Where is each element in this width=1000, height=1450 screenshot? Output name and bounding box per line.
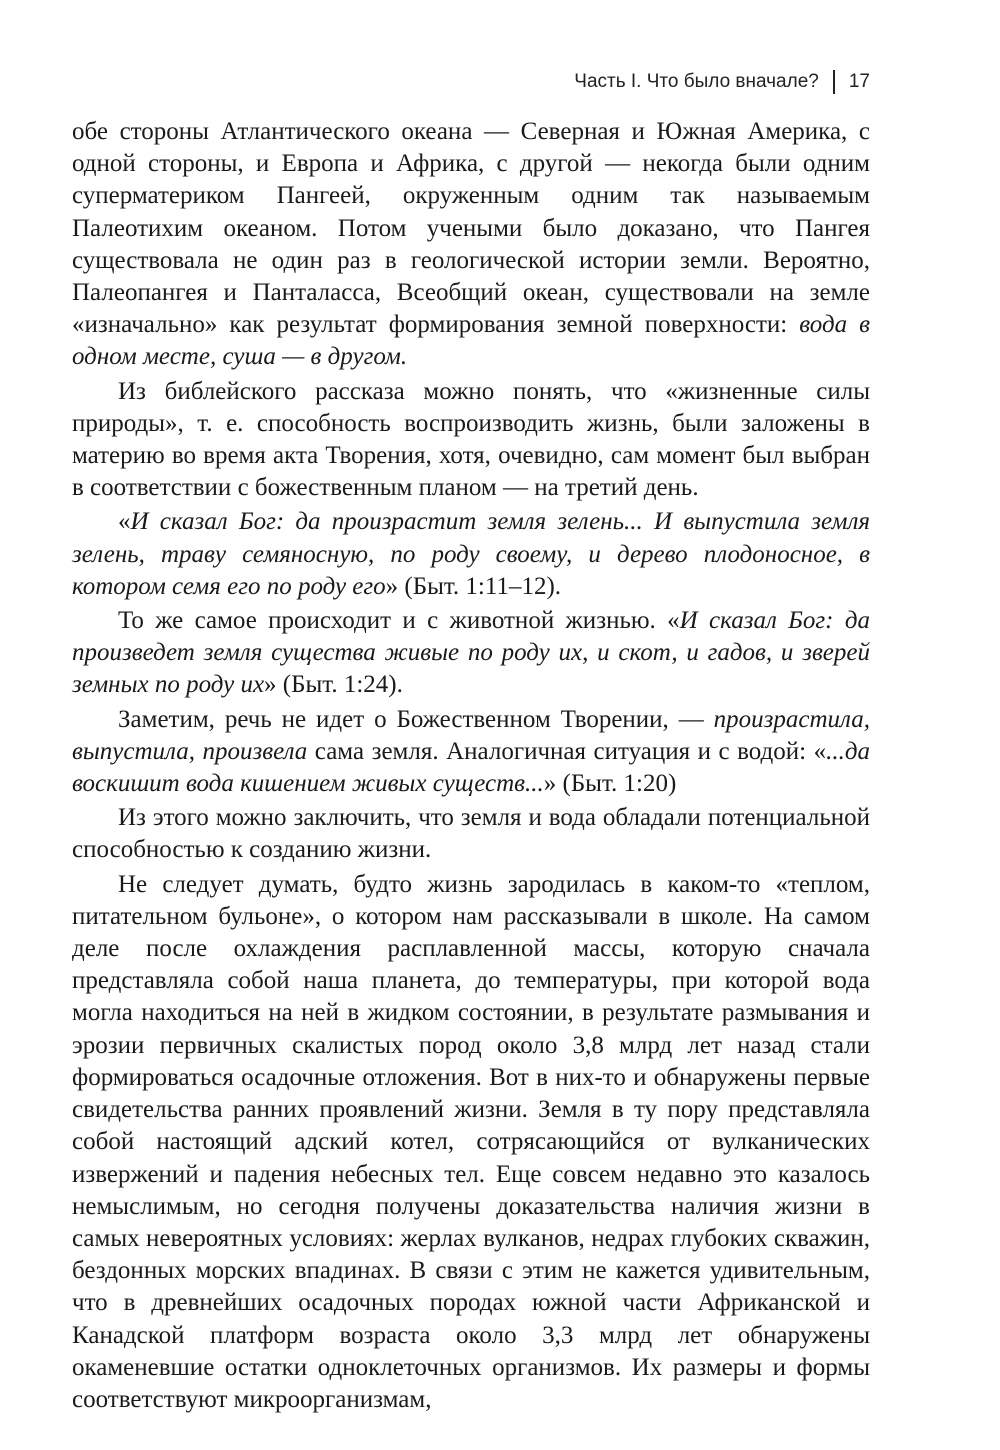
- text-run: Из этого можно заключить, что земля и вода обладали потенциальной способностью к созданию жизни.: [72, 804, 870, 864]
- italic-text-run: произрастила, выпустила, произвела: [72, 705, 870, 765]
- quote-paragraph: [72, 506, 870, 603]
- running-header: [574, 70, 870, 94]
- text-run: «: [118, 508, 131, 536]
- text-run: » (Быт. 1:24).: [264, 671, 403, 699]
- paragraph: [72, 704, 870, 801]
- paragraph: [72, 605, 870, 702]
- paragraph: [72, 802, 870, 866]
- text-run: сама земля. Аналогичная ситуация и с водой: «: [307, 737, 827, 765]
- text-run: » (Быт. 1:20): [543, 770, 677, 798]
- text-run: » (Быт. 1:11–12).: [385, 572, 562, 600]
- paragraph: [72, 116, 870, 374]
- text-run: обе стороны Атлантического океана — Северная и Южная Америка, с одной стороны, и Европа и Африка, с другой — некогда были одним суперматериком Пангеей, окруженным одним так называемым Палеотихим океаном. Потом учеными было доказано, что Пангея существовала не один раз в геологической истории земли. Вероятно, Палеопангея и Панталасса, Всеобщий океан, существовали на земле «изначально» как результат формирования земной поверхности:: [72, 118, 870, 339]
- body-text: [72, 116, 870, 1416]
- page-number: 17: [848, 71, 870, 92]
- text-run: Не следует думать, будто жизнь зародилась в каком-то «теплом, питательном бульоне», о котором нам рассказывали в школе. На самом деле после охлаждения расплавленной массы, которую сначала представляла собой наша планета, до температуры, при которой вода могла находиться на ней в жидком состоянии, в результате размывания и эрозии первичных скалистых пород около 3,8 млрд лет назад стали формироваться осадочные отложения. Вот в них-то и обнаружены первые свидетельства ранних проявлений жизни. Земля в ту пору представляла собой настоящий адский котел, сотрясающийся от вулканических извержений и падения небесных тел. Еще совсем недавно это казалось немыслимым, но сегодня получены доказательства наличия жизни в самых невероятных условиях: жерлах вулканов, недрах глубоких скважин, бездонных морских впадинах. В связи с этим не кажется удивительным, что в древнейших осадочных породах южной части Африканской и Канадской платформ возраста около 3,3 млрд лет обнаружены окаменевшие остатки одноклеточных организмов. Их размеры и формы соответствуют микроорганизмам,: [72, 870, 870, 1413]
- text-run: То же самое происходит и с животной жизнью. «: [118, 607, 680, 635]
- header-separator: [833, 70, 835, 94]
- italic-text-run: И сказал Бог: да произведет земля существа живые по роду их, и скот, и гадов, и зверей земных по роду их: [72, 607, 870, 699]
- paragraph: [72, 376, 870, 505]
- italic-text-run: ...да воскишит вода кишением живых существ...: [72, 737, 870, 798]
- text-run: Из библейского рассказа можно понять, что «жизненные силы природы», т. е. способность воспроизводить жизнь, были заложены в материю во время акта Творения, хотя, очевидно, сам момент был выбран в соответствии с божественным планом — на третий день.: [72, 377, 870, 502]
- italic-text-run: вода в одном месте, суша — в другом.: [72, 311, 870, 371]
- paragraph: [72, 869, 870, 1416]
- italic-text-run: И сказал Бог: да произрастит земля зелень... И выпустила земля зелень, траву семяносную, по роду своему, и дерево плодоносное, в котором семя его по роду его: [72, 508, 870, 600]
- chapter-title: Часть I. Что было вначале?: [574, 71, 819, 92]
- text-run: Заметим, речь не идет о Божественном Творении, —: [118, 705, 714, 733]
